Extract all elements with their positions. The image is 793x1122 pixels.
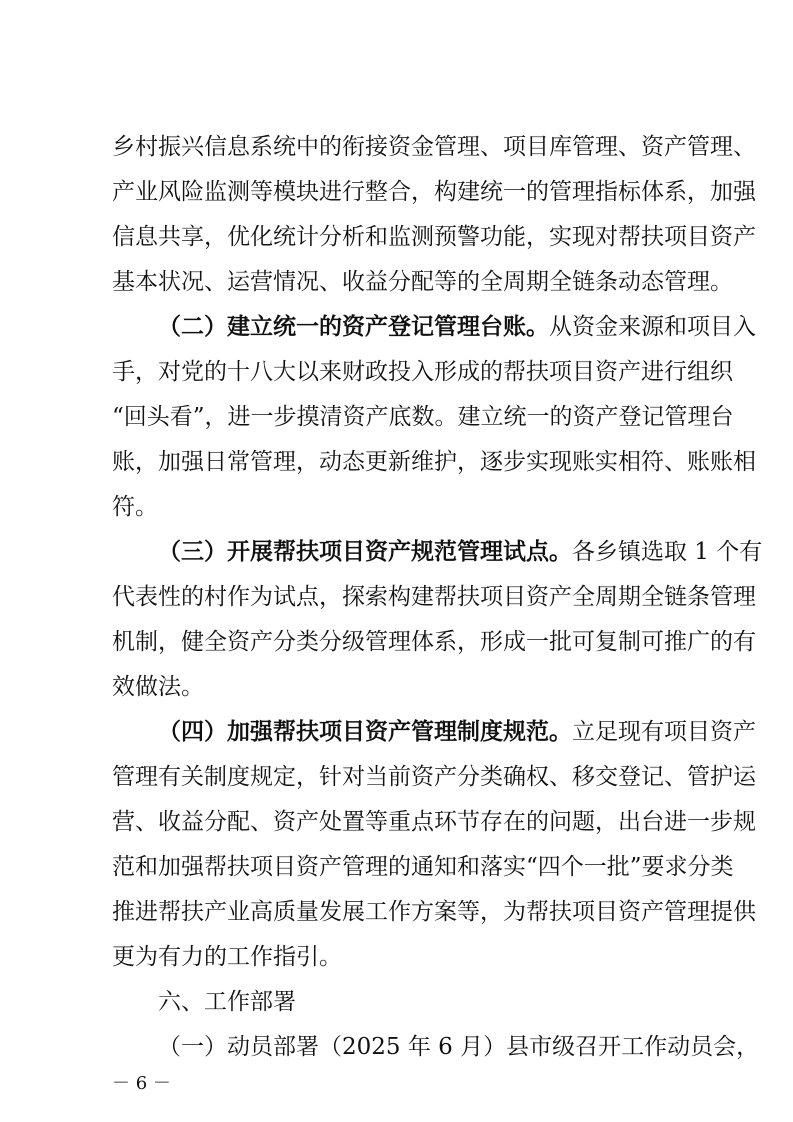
section-3-title: （三）开展帮扶项目资产规范管理试点。	[158, 539, 572, 565]
section-4-title: （四）加强帮扶项目资产管理制度规范。	[158, 719, 572, 745]
body-text-line: 营、收益分配、资产处置等重点环节存在的问题，出台进一步规	[112, 809, 756, 835]
body-text-line: 乡村振兴信息系统中的衔接资金管理、项目库管理、资产管理、	[112, 134, 756, 160]
body-text-line: 机制，健全资产分类分级管理体系，形成一批可复制可推广的有	[112, 629, 756, 655]
section-4-text: 立足现有项目资产	[572, 719, 756, 745]
body-text-line: 符。	[112, 494, 158, 520]
body-text-line: 基本状况、运营情况、收益分配等的全周期全链条动态管理。	[112, 269, 733, 295]
section-6-sub1-title: （一）动员部署（2025 年 6 月）	[158, 1034, 507, 1060]
section-2-first-line	[158, 312, 756, 342]
body-text-line: 账，加强日常管理，动态更新维护，逐步实现账实相符、账账相	[112, 449, 756, 475]
section-2-text: 从资金来源和项目入	[549, 314, 756, 340]
section-3-first-line	[158, 537, 763, 567]
body-text-line: 手，对党的十八大以来财政投入形成的帮扶项目资产进行组织	[112, 359, 733, 385]
body-text-line: 范和加强帮扶项目资产管理的通知和落实“四个一批”要求分类	[112, 854, 734, 880]
section-6-sub1-line	[158, 1032, 760, 1062]
body-text-line: 管理有关制度规定，针对当前资产分类确权、移交登记、管护运	[112, 764, 756, 790]
body-text-line: “回头看”，进一步摸清资产底数。建立统一的资产登记管理台	[112, 404, 734, 430]
body-text-line: 效做法。	[112, 674, 204, 700]
body-text-line: 推进帮扶产业高质量发展工作方案等，为帮扶项目资产管理提供	[112, 899, 756, 925]
section-2-title: （二）建立统一的资产登记管理台账。	[158, 314, 549, 340]
body-text-line: 代表性的村作为试点，探索构建帮扶项目资产全周期全链条管理	[112, 584, 756, 610]
section-6-sub1-text: 县市级召开工作动员会，	[506, 1034, 760, 1060]
body-text-line: 产业风险监测等模块进行整合，构建统一的管理指标体系，加强	[112, 179, 756, 205]
body-text-line: 更为有力的工作指引。	[112, 944, 342, 970]
body-text-line: 信息共享，优化统计分析和监测预警功能，实现对帮扶项目资产	[112, 224, 756, 250]
section-3-text: 各乡镇选取 1 个有	[572, 539, 763, 565]
page-number: － 6 －	[112, 1073, 171, 1094]
section-6-heading: 六、工作部署	[158, 989, 296, 1015]
section-4-first-line	[158, 717, 756, 747]
